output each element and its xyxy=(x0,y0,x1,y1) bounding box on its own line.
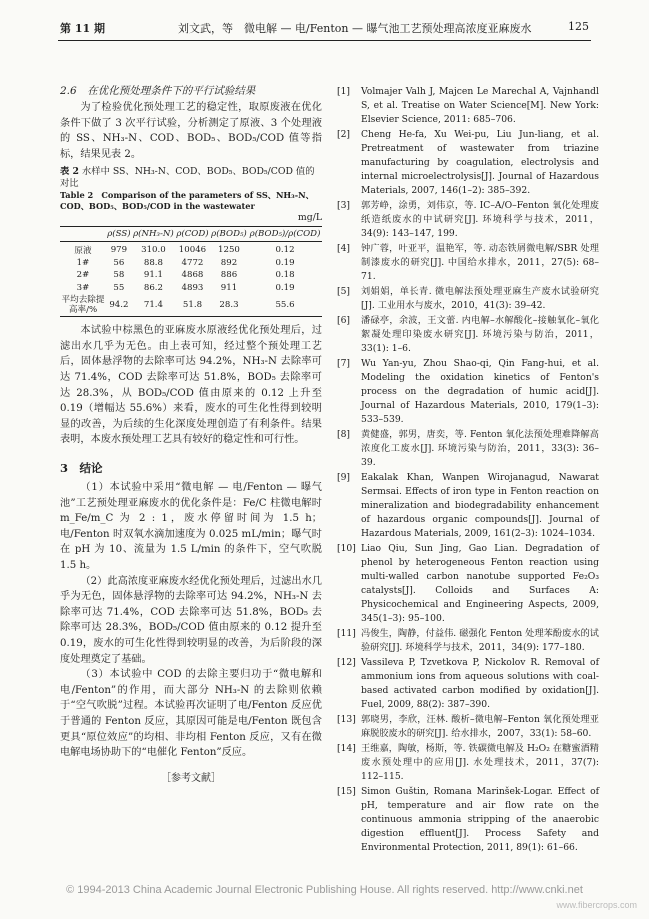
references-title: ［参考文献］ xyxy=(161,772,221,784)
table-cell: 94.2 xyxy=(106,294,132,317)
reference-number: [4] xyxy=(337,243,351,254)
issue-number: 第 11 期 xyxy=(60,22,105,35)
table-row xyxy=(60,242,322,257)
reference-item xyxy=(337,128,599,198)
reference-text: Wu Yan-yu, Zhou Shao-qi, Qin Fang-hui, et al. Modeling the oxidation kinetics of Fenton's process on the degradation of humic acid[J]. Journal of Hazardous Materials, 2010, 179(1–3): 533–539. xyxy=(361,358,599,425)
conclusion-item: （2）此高浓度亚麻废水经优化预处理后，过滤出水几乎为无色，固体悬浮物的去除率可达 94.2%，NH₃-N 去除率可达 71.4%，COD 去除率可达 51.8%，BOD₅ 去除率可达 28.3%，BOD₅/COD 值由原来的 0.12 提升至 0.19，废水的可生化性得到较明显的改善，为后阶段的深度处理奠定了基础。 xyxy=(60,575,322,665)
table-cell: 86.2 xyxy=(143,282,163,293)
reference-number: [12] xyxy=(337,657,356,668)
page-number: 125 xyxy=(568,20,589,33)
table-cell: 0.19 xyxy=(275,257,295,268)
table-cell: 88.8 xyxy=(143,257,163,268)
reference-item xyxy=(337,542,599,626)
reference-text: 冯俊生，陶静，付益伟. 磁强化 Fenton 处理苯酚废水的试验研究[J]. 环境科学与技术，2011，34(9): 177–180. xyxy=(361,628,599,653)
reference-text: Cheng He-fa, Xu Wei-pu, Liu Jun-liang, et al. Pretreatment of wastewater from triazine manufacturing by coagulation, electrolysis and internal microelectrolysis[J]. Journal of Hazardous Materials, 2007, 146(1–2): 385–392. xyxy=(361,129,599,196)
conclusion-heading: 3 结论 xyxy=(60,461,103,475)
table-cell: 71.4 xyxy=(132,294,175,317)
table-header-cell: ρ(BOD₅) xyxy=(210,227,248,242)
reference-item xyxy=(337,285,599,313)
table-row xyxy=(60,257,322,269)
reference-item xyxy=(337,627,599,655)
reference-number: [9] xyxy=(337,472,351,483)
table-header-cell xyxy=(60,227,106,242)
header-rule xyxy=(58,40,591,41)
table-2-title-en: Table 2 Comparison of the parameters of SS、NH₃-N、COD、BOD₅、BOD₅/COD in the wastewater xyxy=(60,190,314,212)
reference-number: [3] xyxy=(337,200,351,211)
reference-text: 黄健盛，郭男，唐奕，等. Fenton 氧化法预处理难降解高浓度化工废水[J]. 环境污染与防治，2011，33(3): 36–39. xyxy=(361,429,599,468)
table-cell: 58 xyxy=(113,270,125,281)
table-cell: 10046 xyxy=(178,244,207,255)
reference-text: 刘娟娟，单长青. 微电解法预处理亚麻生产废水试验研究[J]. 工业用水与废水，2010，41(3): 39–42. xyxy=(361,286,599,311)
reference-text: 郭芳峥，涂勇，刘伟京，等. IC–A/O–Fenton 氧化处理废纸造纸废水的中试研究[J]. 环境科学与技术，2011，34(9): 143–147, 199. xyxy=(361,200,599,239)
table-cell: 310.0 xyxy=(141,244,166,255)
table-row xyxy=(60,294,322,317)
left-column xyxy=(60,84,322,784)
reference-text: 郭晓男，李欣，汪林. 酸析–微电解–Fenton 氧化预处理亚麻脱胶废水的研究[J]. 给水排水，2007，33(1): 58–60. xyxy=(361,714,599,739)
table-cell: 892 xyxy=(220,257,238,268)
reference-number: [5] xyxy=(337,286,351,297)
table-cell: 979 xyxy=(110,244,128,255)
table-2-title-cn: 水样中 SS、NH₃-N、COD、BOD₅、BOD₅/COD 值的对比 xyxy=(60,166,315,190)
table-2-caption xyxy=(60,166,322,224)
reference-item xyxy=(337,428,599,470)
table-2 xyxy=(60,226,322,317)
table-cell: 51.8 xyxy=(175,294,210,317)
table-cell: 0.18 xyxy=(275,270,295,281)
reference-text: Eakalak Khan, Wanpen Wirojanagud, Nawarat Sermsai. Effects of iron type in Fenton reaction on mineralization and biodegradability enhancement of hazardous organic compounds[J]. Journal of Hazardous Materials, 2009, 161(2–3): 1024–1034. xyxy=(361,472,599,539)
section-2-6-heading: 2.6 在优化预处理条件下的平行试验结果 xyxy=(60,85,256,97)
analysis-paragraph: 本试验中棕黑色的亚麻废水原液经优化预处理后，过滤出水几乎为无色。由上表可知，经过整个预处理工艺后，固体悬浮物的去除率可达 94.2%，NH₃-N 去除率可达 71.4%，COD 去除率可达 51.8%，BOD₅ 去除率可达 28.3%，从 BOD₅/COD 值由原来的 0.12 上升至 0.19（增幅达 55.6%）来看，废水的可生化性得到较明显的改善，为后续的生化深度处理创造了有利条件。结果表明，本废水预处理工艺具有较好的稳定性和可行性。 xyxy=(60,325,322,446)
table-cell: 4772 xyxy=(181,257,204,268)
table-cell: 56 xyxy=(113,257,125,268)
reference-number: [15] xyxy=(337,786,356,797)
reference-number: [11] xyxy=(337,628,356,639)
reference-text: Liao Qiu, Sun Jing, Gao Lian. Degradation of phenol by heterogeneous Fenton reaction using multi-walled carbon nanotube supported Fe₂O₃ catalysts[J]. Colloids and Surfaces A: Physicochemical and Engineering Aspects, 2009, 345(1–3): 95–100. xyxy=(361,543,599,624)
running-header xyxy=(60,20,589,38)
table-cell: 28.3 xyxy=(210,294,248,317)
reference-number: [1] xyxy=(337,86,351,97)
table-2-unit: mg/L xyxy=(297,212,322,224)
reference-text: Simon Guštin, Romana Marinšek-Logar. Effect of pH, temperature and air flow rate on the continuous ammonia stripping of the anaerobic digestion effluent[J]. Process Safety and Environmental Protection, 2011, 89(1): 61–66. xyxy=(361,786,599,853)
table-cell: 91.1 xyxy=(143,270,163,281)
table-cell: 4893 xyxy=(181,282,204,293)
table-cell: 55 xyxy=(113,282,125,293)
table-2-label: 表 2 xyxy=(60,166,80,178)
table-cell: 1# xyxy=(76,257,90,268)
site-watermark: www.fibercrops.com xyxy=(556,900,637,910)
reference-item xyxy=(337,199,599,241)
conclusion-item: （1）本试验中采用“微电解 — 电/Fenton — 曝气池”工艺预处理亚麻废水的优化条件是：Fe/C 柱微电解时 m_Fe/m_C 为 2 : 1，废水停留时间为 1.5 h；电/Fenton 时双氧水滴加速度为 0.025 mL/min；曝气时在 pH 为 10、流量为 1.5 L/min 的条件下，空气吹脱 1.5 h。 xyxy=(60,482,322,571)
table-cell: 2# xyxy=(76,270,90,281)
reference-item xyxy=(337,656,599,712)
table-header-cell: ρ(COD) xyxy=(175,227,210,242)
reference-number: [13] xyxy=(337,714,356,725)
reference-item xyxy=(337,713,599,741)
reference-text: Volmajer Valh J, Majcen Le Marechal A, Vajnhandl S, et al. Treatise on Water Science[M]. New York: Elsevier Science, 2011: 685–706. xyxy=(361,86,599,125)
table-cell: 4868 xyxy=(181,270,204,281)
table-cell: 0.19 xyxy=(275,282,295,293)
reference-item xyxy=(337,742,599,784)
table-header-cell: ρ(BOD₅)/ρ(COD) xyxy=(248,227,322,242)
reference-item xyxy=(337,242,599,284)
table-header-cell: ρ(NH₃-N) xyxy=(132,227,175,242)
reference-text: 钟广蓉，叶亚平，温艳军，等. 动态铁屑微电解/SBR 处理制漆废水的研究[J]. 中国给水排水，2011，27(5): 68–71. xyxy=(361,243,599,282)
reference-number: [6] xyxy=(337,315,351,326)
table-cell: 原液 xyxy=(74,245,92,256)
table-cell: 0.12 xyxy=(275,244,295,255)
reference-number: [2] xyxy=(337,129,351,140)
references-column xyxy=(337,85,599,856)
reference-number: [7] xyxy=(337,358,351,369)
copyright-footer: © 1994-2013 China Academic Journal Electronic Publishing House. All rights reserved. http://www.cnki.net xyxy=(66,884,583,896)
table-cell: 911 xyxy=(220,282,238,293)
reference-number: [14] xyxy=(337,743,356,754)
reference-number: [8] xyxy=(337,429,351,440)
reference-item xyxy=(337,357,599,427)
section-2-6-paragraph: 为了检验优化预处理工艺的稳定性，取原废液在优化条件下做了 3 次平行试验，分析测定了原液、3 个处理液的 SS、NH₃-N、COD、BOD₅、BOD₅/COD 值等指标，结果见表 2。 xyxy=(60,102,322,160)
reference-number: [10] xyxy=(337,543,356,554)
table-header-cell: ρ(SS) xyxy=(106,227,132,242)
table-cell: 平均去除提高率/% xyxy=(61,295,105,316)
table-header-row xyxy=(60,227,322,242)
table-cell: 1250 xyxy=(218,244,240,255)
table-cell: 886 xyxy=(220,270,238,281)
reference-text: 潘碌亭，余波，王文蕾. 内电解–水解酸化–接触氧化–氧化絮凝处理印染废水研究[J]. 环境污染与防治，2011，33(1): 1–6. xyxy=(361,315,599,354)
reference-item xyxy=(337,785,599,855)
table-row xyxy=(60,269,322,281)
reference-item xyxy=(337,314,599,356)
reference-text: 王维嘉，陶敏，杨斯，等. 铁碳微电解及 H₂O₂ 在糖蜜酒精废水预处理中的应用[J]. 水处理技术，2011，37(7): 112–115. xyxy=(361,743,599,782)
conclusion-item: （3）本试验中 COD 的去除主要归功于“微电解和电/Fenton”的作用，而大部分 NH₃-N 的去除则依赖于“空气吹脱”过程。本试验再次证明了电/Fenton 反应优于普通的 Fenton 反应，其原因可能是电/Fenton 既包含更具“原位效应”的均相、非均相 Fenton 反应，又有在微电解电场协助下的“电催化 Fenton”反应。 xyxy=(60,669,322,759)
reference-item xyxy=(337,85,599,127)
table-cell: 55.6 xyxy=(248,294,322,317)
table-cell: 3# xyxy=(76,282,90,293)
table-row xyxy=(60,282,322,294)
running-title: 刘文武，等 微电解 — 电/Fenton — 曝气池工艺预处理高浓度亚麻废水 xyxy=(178,22,532,35)
reference-item xyxy=(337,471,599,541)
reference-text: Vassileva P, Tzvetkova P, Nickolov R. Removal of ammonium ions from aqueous solutions with coal-based activated carbon modified by oxidation[J]. Fuel, 2009, 88(2): 387–390. xyxy=(361,657,599,710)
